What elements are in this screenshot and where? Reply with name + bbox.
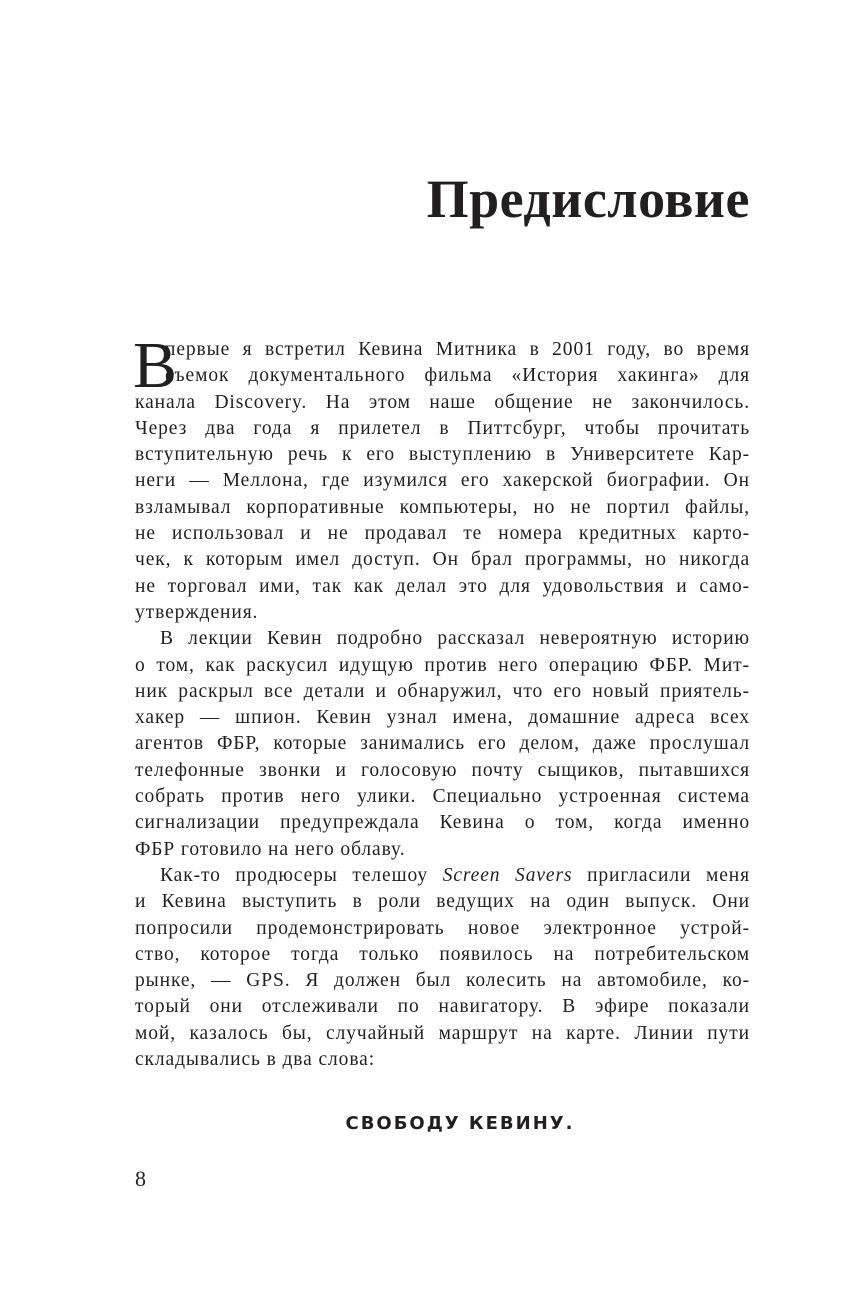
drop-cap: В <box>133 329 178 402</box>
text-line: мой, казалось бы, случайный маршрут на карте. Линии пути <box>135 1022 750 1044</box>
text-segment: Как-то продюсеры телешоу <box>160 864 443 886</box>
page-number: 8 <box>135 1166 146 1191</box>
text-line: о том, как раскусил идущую против него операцию ФБР. Мит- <box>135 654 750 676</box>
text-line: Через два года я прилетел в Питтсбург, чтобы прочитать <box>135 417 750 439</box>
text-line: рынке, — GPS. Я должен был колесить на автомобиле, ко- <box>135 970 750 992</box>
slogan: СВОБОДУ КЕВИНУ. <box>345 1113 575 1134</box>
text-line: сигнализации предупреждала Кевина о том, когда именно <box>135 812 750 834</box>
text-line: канала Discovery. На этом наше общение не закончилось. <box>135 391 750 413</box>
text-line: складывались в два слова: <box>135 1049 376 1071</box>
text-line: не торговал ими, так как делал это для удовольствия и само- <box>135 575 750 597</box>
text-line: попросили продемонстрировать новое электронное устрой- <box>135 917 750 939</box>
text-line <box>135 863 750 889</box>
show-title: Screen Savers <box>442 864 573 886</box>
text-line: В лекции Кевин подробно рассказал невероятную историю <box>160 628 750 650</box>
text-line: собрать против него улики. Специально устроенная система <box>135 786 750 808</box>
text-line: телефонные звонки и голосовую почту сыщиков, пытавшихся <box>135 759 750 781</box>
text-line: агентов ФБР, которые занимались его делом, даже прослушал <box>135 733 750 755</box>
text-line: первые я встретил Кевина Митника в 2001 году, во время <box>165 339 750 360</box>
text-line: ство, которое тогда только появилось на потребительском <box>135 943 750 965</box>
text-line: ник раскрыл все детали и обнаружил, что его новый приятель- <box>135 680 750 702</box>
paragraph-2 <box>135 626 750 863</box>
text-line: хакер — шпион. Кевин узнал имена, домашние адреса всех <box>135 707 750 729</box>
text-line: торый они отслеживали по навигатору. В эфире показали <box>135 996 750 1018</box>
text-line: не использовал и не продавал те номера кредитных карто- <box>135 523 750 545</box>
text-segment: пригласили меня <box>572 864 750 886</box>
text-line: вступительную речь к его выступлению в Университете Кар- <box>135 444 750 466</box>
text-line: и Кевина выступить в роли ведущих на один выпуск. Они <box>135 891 750 913</box>
text-line: чек, к которым имел доступ. Он брал программы, но никогда <box>135 549 750 571</box>
paragraph-3 <box>135 863 750 1073</box>
paragraph-1 <box>133 329 750 626</box>
chapter-title: Предисловие <box>426 169 750 229</box>
text-line: неги — Меллона, где изумился его хакерской биографии. Он <box>135 470 750 492</box>
text-line: съемок документального фильма «История хакинга» для <box>165 365 750 387</box>
text-line: ФБР готовило на него облаву. <box>135 838 406 860</box>
text-line: взламывал корпоративные компьютеры, но не портил файлы, <box>135 496 750 518</box>
text-line: утверждения. <box>135 601 259 623</box>
body-text <box>133 329 750 1073</box>
